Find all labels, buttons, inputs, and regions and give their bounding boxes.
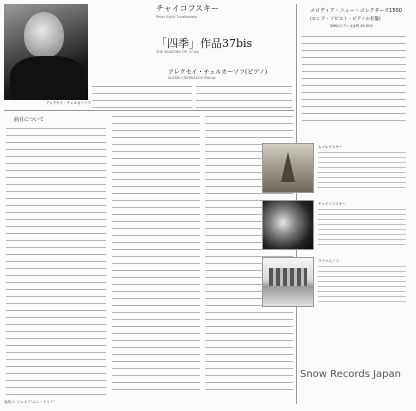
item-label-3: ラフマニノフ (318, 259, 339, 263)
item-label-2: チャイコフスキー (318, 202, 346, 206)
performer-name: アレクセイ・チェルカーソフ(ピアノ) (168, 69, 268, 76)
header-divider (4, 110, 294, 111)
photo-caption: アレクセイ・チェルカーソフ (46, 101, 91, 105)
performer-name-en: ALEXEI CHERKASOV Pianist (168, 76, 216, 80)
series-description (302, 36, 406, 126)
item-text-1 (318, 152, 406, 190)
item-cover-2 (262, 200, 314, 250)
watermark-text: Snow Records Japan (300, 369, 401, 380)
essay-text-col-2 (112, 116, 200, 396)
recording-credits-right (196, 86, 292, 108)
series-price: SMK(ステレオ/LP) ¥1,500 (330, 24, 373, 28)
item-text-2 (318, 209, 406, 247)
cover-credit: 表紙: Ⅰ. ジュボフ“ユニ・ドゥイ” (4, 400, 56, 404)
item-label-1: ムソルグスキー (318, 145, 343, 149)
item-cover-3 (262, 257, 314, 307)
album-title: 「四季」作品37bis (156, 37, 253, 50)
album-title-en: THE SEASONS OP. 37-bis (156, 50, 200, 54)
series-subtitle: (ロシア・ソビエト・ピアノの名盤) (310, 17, 381, 22)
composer-name-en: Peter Ilyich Tchaikovsky (156, 15, 198, 19)
recording-credits (92, 86, 192, 108)
series-title: メロディア・ニュー・コレクターズ1500 (310, 8, 402, 14)
essay-heading: 曲目について (14, 117, 44, 123)
performer-photo (4, 4, 88, 100)
item-cover-1 (262, 143, 314, 193)
item-text-3 (318, 266, 406, 304)
composer-name: チャイコフスキー (156, 4, 220, 13)
essay-text-col-1 (6, 128, 106, 396)
